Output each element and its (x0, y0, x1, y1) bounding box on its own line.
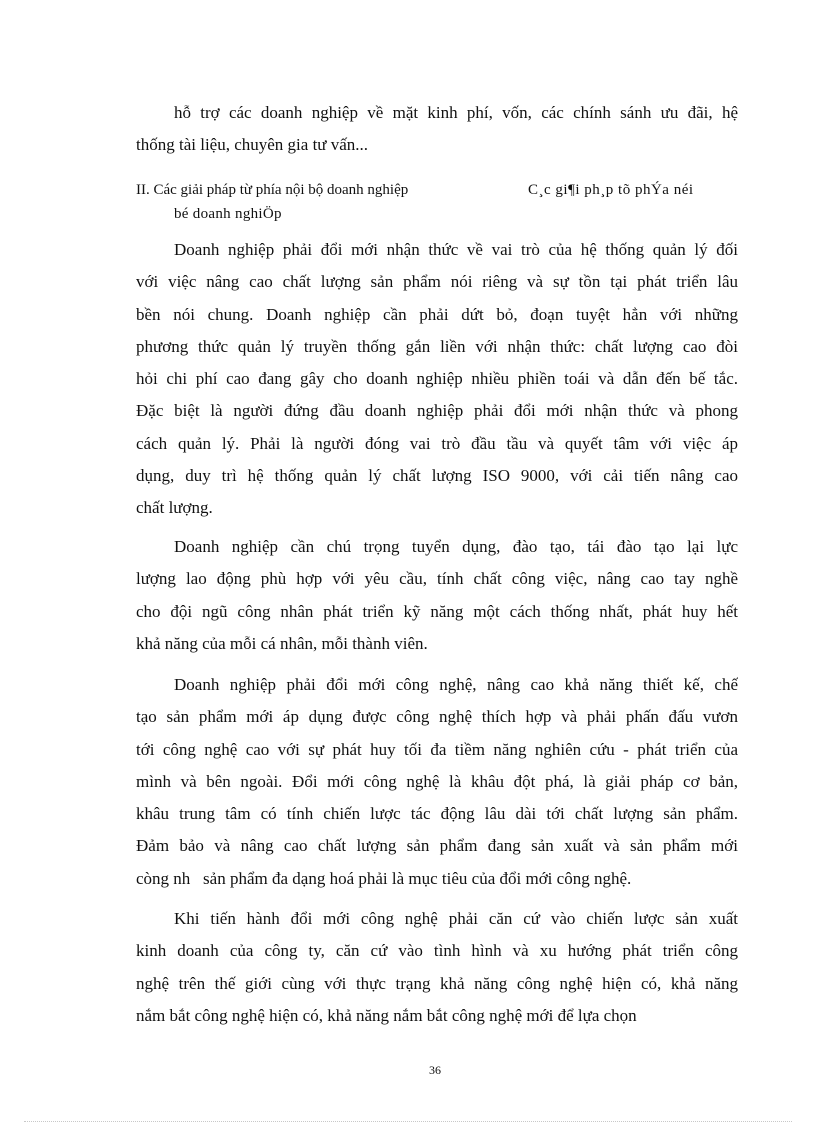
text-line: mình và bên ngoài. Đổi mới công nghệ là khâu đột phá, là giải pháp cơ bản, (136, 771, 738, 791)
text-line: hỗ trợ các doanh nghiệp về mặt kinh phí, vốn, các chính sánh ưu đãi, hệ (174, 103, 738, 122)
text-line: còng nh sản phẩm đa dạng hoá phải là mục tiêu của đổi mới công nghệ. (136, 868, 632, 888)
text-line: Doanh nghiệp phải đổi mới nhận thức về vai trò của hệ thống quản lý đối (174, 240, 738, 259)
text-line: kinh doanh của công ty, căn cứ vào tình hình và xu hướng phát triển công (136, 941, 738, 961)
text-line: cách quản lý. Phải là người đóng vai trò đầu tầu và quyết tâm với việc áp (136, 433, 738, 453)
paragraph-1 (136, 234, 738, 525)
text-line: nghệ trên thế giới cùng với thực trạng khả năng công nghệ hiện có, khả năng (136, 973, 738, 993)
text-line: Doanh nghiệp cần chú trọng tuyển dụng, đào tạo, tái đào tạo lại lực (174, 537, 738, 556)
text-line: phương thức quản lý truyền thống gắn liền với nhận thức: chất lượng cao đòi (136, 336, 738, 356)
text-line: khâu trung tâm có tính chiến lược tác động lâu dài tới chất lượng sản phẩm. (136, 804, 738, 824)
text-line: hỏi chi phí cao đang gây cho doanh nghiệp nhiều phiền toái và dẫn đến bế tắc. (136, 369, 738, 389)
text-line: chất lượng. (136, 498, 213, 518)
text-line: bền nói chung. Doanh nghiệp cần phải dứt bỏ, đoạn tuyệt hẳn với những (136, 304, 738, 324)
text-line: Khi tiến hành đổi mới công nghệ phải căn cứ vào chiến lược sản xuất (174, 909, 738, 928)
text-line: nắm bắt công nghệ hiện có, khả năng nắm bắt công nghệ mới để lựa chọn (136, 1005, 637, 1025)
page-number: 36 (429, 1063, 441, 1077)
text-line: tạo sản phẩm mới áp dụng được công nghệ thích hợp và phải phấn đấu vươn (136, 707, 738, 727)
section-heading-garbled-line2: bé doanh nghiÖp (174, 206, 282, 222)
paragraph-2 (136, 531, 738, 660)
text-line: khả năng của mỗi cá nhân, mỗi thành viên. (136, 633, 428, 653)
text-line: thống tài liệu, chuyên gia tư vấn... (136, 135, 369, 155)
text-line: cho đội ngũ công nhân phát triển kỹ năng một cách thống nhất, phát huy hết (136, 601, 738, 621)
intro-paragraph (136, 97, 738, 162)
text-line: Đặc biệt là người đứng đầu doanh nghiệp phải đổi mới nhận thức và phong (136, 401, 738, 421)
text-line: Doanh nghiệp phải đổi mới công nghệ, nâng cao khả năng thiết kế, chế (174, 675, 738, 694)
text-line: dụng, duy trì hệ thống quản lý chất lượng ISO 9000, với cải tiến nâng cao (136, 466, 738, 486)
text-line: tới công nghệ cao với sự phát huy tối đa tiềm năng nghiên cứu - phát triển của (136, 739, 738, 759)
section-heading-title: II. Các giải pháp từ phía nội bộ doanh nghiệp (136, 182, 409, 198)
page-bottom-divider (24, 1121, 792, 1122)
text-line: với việc nâng cao chất lượng sản phẩm nói riêng và sự tồn tại phát triển lâu (136, 272, 738, 292)
text-line: lượng lao động phù hợp với yêu cầu, tính chất công việc, nâng cao tay nghề (136, 569, 738, 589)
paragraph-4 (136, 903, 738, 1032)
text-line: Đảm bảo và nâng cao chất lượng sản phẩm đang sản xuất và sản phẩm mới (136, 836, 738, 856)
section-heading-garbled-line1: C¸c gi¶i ph¸p tõ phÝa néi (528, 182, 694, 198)
paragraph-3 (136, 669, 738, 895)
